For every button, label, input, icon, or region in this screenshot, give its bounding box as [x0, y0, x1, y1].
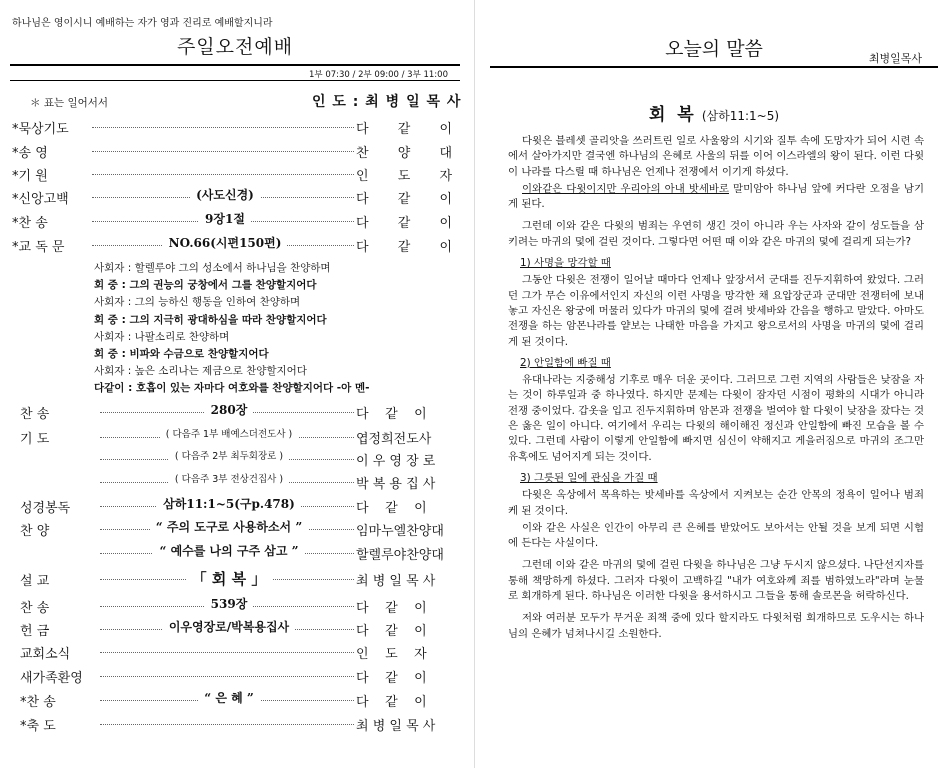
- order-item-responsible: 다 같 이: [356, 407, 427, 422]
- order-item-responsible: 박 복 용 집 사: [356, 477, 436, 492]
- leader-dots: [100, 724, 354, 725]
- order-item-responsible: [356, 142, 452, 161]
- order-item-responsible: 이 우 영 장 로: [356, 454, 436, 469]
- responsible-char: 도: [397, 169, 411, 184]
- paragraph: 그동안 다윗은 전쟁이 일어날 때마다 언제나 앞장서서 군대를 진두지휘하여 왔었다. 그러던 그가 무슨 이유에서인지 자신의 이런 사명을 망각한 채 요압장군과 군대만 전쟁터에 보내놓고 자신은 왕궁에 머물러 있다가 마귀의 덫에 걸려 밧세바와 간음을 행하고 말았다. 아마도 전쟁을 하는 암몬나라를 얕보는 나태한 마음을 가지고 왕으로서의 사명을 마귀의 덫에 걸리게 된 것이다.: [508, 274, 924, 348]
- order-item-label: *축 도: [20, 719, 56, 734]
- sermon-page-title: 오늘의 말씀: [665, 38, 763, 60]
- order-item-responsible: [356, 165, 452, 184]
- leader-dots: [92, 151, 354, 152]
- page-title: 주일오전예배: [176, 36, 294, 58]
- order-item-label: *송 영: [12, 146, 48, 161]
- order-item-detail: ( 다음주 3부 전상건집사 ): [169, 474, 289, 485]
- underlined-text: 이와같은 다윗이지만 우리아의 아내 밧세바로: [522, 182, 729, 195]
- section-heading: 2) 안일함에 빠질 때: [520, 356, 611, 369]
- sermon-title-divider: [490, 66, 938, 68]
- responsible-char: 이: [439, 240, 452, 255]
- leader-dots: [92, 174, 354, 175]
- page-gutter: [474, 0, 475, 768]
- paragraph: 다윗은 블레셋 골리앗을 쓰러트린 일로 사울왕의 시기와 질투 속에 도망자가 되어 시련 속에서 살아가지만 결국엔 하나님의 은혜로 사울의 뒤를 이어 이스라엘의 왕이 된다. 이런 다윗이 나라를 다스릴 때 하나님은 언제나 전쟁에서 이기게 하셨다.: [508, 135, 924, 178]
- responsible-char: 다: [356, 216, 369, 231]
- order-item-label: 기 도: [20, 432, 50, 447]
- order-item-label: 헌 금: [20, 624, 50, 639]
- motto-text: 하나님은 영이시니 예배하는 자가 영과 진리로 예배할지니라: [12, 18, 273, 29]
- order-item-responsible: 다 같 이: [356, 624, 427, 639]
- paragraph: 이와같은 다윗이지만 우리아의 아내 밧세바로 말미암아 하나님 앞에 커다란 오점을 남기게 된다.: [508, 182, 925, 211]
- responsible-char: 이: [439, 192, 452, 207]
- order-item-label: *묵상기도: [12, 122, 69, 137]
- order-item-detail: ( 다음주 1부 배예스더전도사 ): [160, 429, 298, 440]
- section-heading: 3) 그릇된 일에 관심을 가질 때: [520, 471, 658, 484]
- responsive-line: 사회자 : 할렐루야 그의 성소에서 하나님을 찬양하며: [94, 262, 331, 274]
- order-item-label: 설 교: [20, 574, 50, 589]
- section-heading: 1) 사명을 망각할 때: [520, 257, 611, 270]
- order-item-responsible: [356, 118, 452, 137]
- order-item-label: 새가족환영: [20, 671, 83, 686]
- responsive-line: 회 중 : 비파와 수금으로 찬양할지어다: [94, 348, 269, 360]
- order-item-label: 찬 송: [20, 601, 50, 616]
- order-item-label: *기 원: [12, 169, 48, 184]
- leader-dots: [100, 676, 354, 677]
- responsive-line: 회 중 : 그의 권능의 궁창에서 그를 찬양할지어다: [94, 279, 317, 292]
- title-divider: [10, 64, 460, 66]
- order-item-detail: ( 다음주 2부 최두회장로 ): [169, 451, 289, 462]
- pastor-name: 최병일목사: [868, 52, 922, 65]
- responsible-char: 같: [397, 240, 411, 255]
- order-item-label: 찬 송: [20, 407, 50, 422]
- order-item-detail: “ 예수를 나의 구주 삼고 ”: [153, 544, 304, 558]
- order-item-label: 성경봉독: [20, 501, 71, 516]
- order-item-detail: 280장: [205, 403, 254, 417]
- order-item-detail: 삼하11:1~5(구p.478): [157, 497, 301, 511]
- responsible-char: 이: [439, 122, 452, 137]
- order-item-label: *찬 송: [12, 216, 48, 231]
- responsible-char: 다: [356, 122, 369, 137]
- order-item-detail: NO.66(시편150편): [163, 236, 288, 250]
- order-item-responsible: 최 병 일 목 사: [356, 574, 436, 589]
- standing-note: ＊ 표는 일어서서: [30, 97, 109, 109]
- responsible-char: 다: [356, 192, 369, 207]
- paragraph: 그런데 이와 같은 다윗의 범죄는 우연히 생긴 것이 아니라 우는 사자와 같이 성도들을 삼키려는 마귀의 덫에 걸린 것이다. 그렇다면 어떤 때 이와 같은 마귀의 덫에 걸리게 되는가?: [508, 220, 924, 248]
- responsible-char: 양: [397, 146, 411, 161]
- sermon-title: 회 복: [648, 105, 697, 125]
- order-item-label: 찬 양: [20, 524, 50, 539]
- times-divider: [10, 80, 460, 81]
- order-item-label: 교회소식: [20, 647, 71, 662]
- responsive-line: 다같이 : 호흡이 있는 자마다 여호와를 찬양할지어다 -아 멘-: [94, 382, 370, 395]
- order-item-responsible: 다 같 이: [356, 671, 427, 686]
- order-item-detail: 9장1절: [199, 212, 251, 226]
- order-item-detail: 이우영장로/박복용집사: [163, 620, 295, 634]
- paragraph: 그런데 이와 같은 마귀의 덫에 걸린 다윗을 하나님은 그냥 두시지 않으셨다. 나단선지자를 통해 책망하게 하셨다. 그러자 다윗이 고백하길 "내가 여호와께 죄를 범하였노라"라며 눈물로 회개하게 된다. 하나님은 이러한 다윗을 용서하시고 그들을 통해 솔로몬을 허락하신다.: [508, 559, 924, 603]
- responsive-line: 회 중 : 그의 지극히 광대하심을 따라 찬양할지어다: [94, 313, 327, 326]
- responsible-char: 이: [439, 216, 452, 231]
- responsive-line: 사회자 : 그의 능하신 행동을 인하여 찬양하며: [94, 296, 301, 309]
- leader-label: 인 도 : 최 병 일 목 사: [312, 94, 462, 110]
- responsible-char: 자: [439, 169, 452, 184]
- order-item-detail: (사도신경): [190, 188, 260, 202]
- leader-dots: [100, 652, 354, 653]
- order-item-detail: 539장: [205, 597, 254, 611]
- responsible-char: 인: [356, 169, 369, 184]
- paragraph: 다윗은 옥상에서 목욕하는 밧세바를 옥상에서 지켜보는 순간 안목의 정욕이 일어나 범죄케 된 것이다.: [508, 489, 924, 517]
- paragraph: 유대나라는 지중해성 기후로 매우 더운 곳이다. 그러므로 그런 지역의 사람들은 낮잠을 자는 것이 하루일과 중 하나였다. 하지만 문제는 다윗이 잠자던 시점이 평화의 시대가 아니라 전쟁 중이었다. 갑옷을 입고 진두지휘하며 암몬과 전쟁을 벌여야 할 다윗이 낮잠을 잤다는 것은 옳은 일이 아니다. 여기에서 우리는 다윗의 해이해진 정신과 안일함에 빠진 모습을 볼 수 있다. 그런데 사람이 이렇게 안일함에 빠지면 심신이 약해지고 게을러짐으로 마귀의 조그만 유혹에도 넘어지게 되는 것이다.: [508, 374, 924, 463]
- order-item-responsible: 최 병 일 목 사: [356, 719, 436, 734]
- order-item-responsible: 다 같 이: [356, 695, 427, 710]
- order-item-detail: “ 은 혜 ”: [198, 691, 260, 705]
- leader-dots: [92, 127, 354, 128]
- sermon-heading: [480, 100, 948, 125]
- responsible-char: 같: [397, 216, 411, 231]
- order-item-label: *교 독 문: [12, 240, 65, 255]
- order-item-label: *찬 송: [20, 695, 56, 710]
- responsible-char: 찬: [356, 146, 369, 161]
- responsible-char: 같: [397, 122, 411, 137]
- responsible-char: 같: [397, 192, 411, 207]
- sermon-body: [508, 134, 924, 644]
- order-item-responsible: 엽정희전도사: [356, 432, 432, 447]
- order-item-responsible: [356, 236, 452, 255]
- order-item-responsible: 할렐루야찬양대: [356, 548, 444, 563]
- order-item-responsible: 인 도 자: [356, 647, 427, 662]
- order-item-responsible: [356, 188, 452, 207]
- order-item-responsible: 임마누엘찬양대: [356, 524, 444, 539]
- responsive-line: 사회자 : 높은 소리나는 제금으로 찬양할지어다: [94, 365, 307, 378]
- order-item-detail: “ 주의 도구로 사용하소서 ”: [150, 520, 308, 534]
- service-times: 1부 07:30 / 2부 09:00 / 3부 11:00: [309, 70, 448, 80]
- responsible-char: 대: [439, 146, 452, 161]
- order-item-detail: 「 회 복 」: [186, 570, 273, 588]
- worship-order-page: [0, 0, 470, 768]
- order-item-label: *신앙고백: [12, 192, 69, 207]
- order-item-responsible: 다 같 이: [356, 601, 427, 616]
- paragraph: 저와 여러분 모두가 무거운 죄책 중에 있다 할지라도 다윗처럼 회개하므로 도우시는 하나님의 은혜가 넘쳐나시길 소원한다.: [508, 612, 924, 640]
- order-item-responsible: [356, 212, 452, 231]
- paragraph: 이와 같은 사실은 인간이 아무리 큰 은혜를 받았어도 보아서는 안될 것을 보게 되면 시험에 든다는 사실이다.: [508, 521, 924, 550]
- sermon-reference: (삼하11:1~5): [701, 109, 780, 123]
- responsible-char: 다: [356, 240, 369, 255]
- order-item-responsible: 다 같 이: [356, 501, 427, 516]
- responsive-line: 사회자 : 나팔소리로 찬양하며: [94, 330, 230, 343]
